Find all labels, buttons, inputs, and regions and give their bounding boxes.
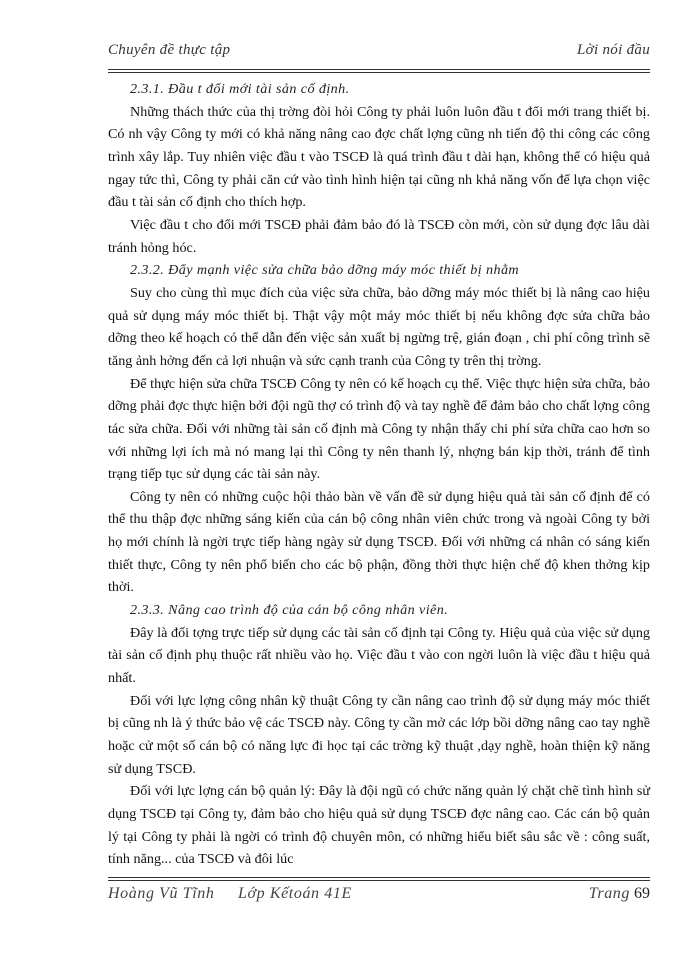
page-number: 69: [634, 885, 650, 902]
page-footer: [108, 885, 650, 909]
page-header: [108, 42, 650, 68]
header-section: Lời nói đầu: [577, 42, 650, 58]
header-divider: [108, 69, 650, 73]
body-paragraph: Những thách thức của thị trờng đòi hỏi Công ty phải luôn luôn đầu t đổi mới trang thiết bị. Có nh vậy Công ty mới có khả năng nâng cao đợc chất lợng cũng nh tiến độ thi công các công trình xây lắp. Tuy nhiên việc đầu t vào TSCĐ là quá trình đầu t dài hạn, không thể có hiệu quả ngay tức thì, Công ty phải căn cứ vào tình hình hiện tại cũng nh khả năng vốn để lựa chọn việc đầu t tài sản cố định cho thích hợp.: [108, 103, 650, 211]
section-heading: 2.3.2. Đẩy mạnh việc sửa chữa bảo dỡng máy móc thiết bị nhằm: [130, 262, 520, 279]
body-paragraph: Để thực hiện sửa chữa TSCĐ Công ty nên có kế hoạch cụ thể. Việc thực hiện sửa chữa, bảo dỡng phải đợc thực hiện bởi đội ngũ thợ có trình độ và tay nghề để đảm bảo cho chất lợng công tác sửa chữa. Đối với những tài sản cố định mà Công ty nhận thấy chi phí sửa chữa cao hơn so với những lợi ích mà nó mang lại thì Công ty nên thanh lý, nhợng bán kịp thời, tránh để tình trạng tiếp tục sử dụng các tài sản này.: [108, 375, 650, 483]
body-paragraph: Đối với lực lợng cán bộ quản lý: Đây là đội ngũ có chức năng quản lý chặt chẽ tình hình sử dụng TSCĐ tại Công ty, đảm bảo cho hiệu quả sử dụng TSCĐ đợc nâng cao. Các cán bộ quản lý tại Công ty phải là ngời có trình độ chuyên môn, có những hiểu biết sâu sắc về : công suất, tính năng... của TSCĐ và đôi lúc: [108, 783, 650, 868]
footer-divider: [108, 877, 650, 881]
body-paragraph: Suy cho cùng thì mục đích của việc sửa chữa, bảo dỡng máy móc thiết bị là nâng cao hiệu quả sử dụng máy móc thiết bị. Thật vậy một máy móc thiết bị nếu không đợc sửa chữa bảo dỡng theo kế hoạch có thể dẫn đến việc sản xuất bị ngừng trệ, gián đoạn , chi phí công trình sẽ tăng ảnh hởng đến cả lợi nhuận và sức cạnh tranh của Công ty trên thị trờng.: [108, 284, 650, 369]
author-class: Lớp Kếtoán 41E: [238, 885, 352, 902]
body-paragraph: Việc đầu t cho đổi mới TSCĐ phải đảm bảo đó là TSCĐ còn mới, còn sử dụng đợc lâu dài tránh hỏng hóc.: [108, 216, 650, 256]
document-body: [108, 78, 650, 871]
section-heading: 2.3.3. Nâng cao trình độ của cán bộ công nhân viên.: [130, 602, 449, 619]
section-heading: 2.3.1. Đầu t đổi mới tài sản cố định.: [130, 81, 350, 97]
author-name: Hoàng Vũ Tĩnh: [108, 885, 215, 902]
page-indicator: [589, 885, 650, 903]
body-paragraph: Công ty nên có những cuộc hội thảo bàn về vấn đề sử dụng hiệu quả tài sản cố định để có thể thu thập đợc những sáng kiến của cán bộ công nhân viên chức trong và ngoài Công ty bởi họ mới chính là ngời trực tiếp hàng ngày sử dụng TSCĐ. Đối với những cá nhân có sáng kiến thiết thực, Công ty nên phổ biến cho các bộ phận, đồng thời thực hiện chế độ khen thởng kịp thời.: [108, 488, 650, 596]
body-paragraph: Đây là đối tợng trực tiếp sử dụng các tài sản cố định tại Công ty. Hiệu quả của việc sử dụng tài sản cố định phụ thuộc rất nhiều vào họ. Việc đầu t vào con ngời luôn là việc đầu t hiệu quả nhất.: [108, 624, 650, 687]
header-title: Chuyên đề thực tập: [108, 42, 231, 58]
page-label: Trang: [588, 885, 630, 902]
body-paragraph: Đối với lực lợng công nhân kỹ thuật Công ty cần nâng cao trình độ sử dụng máy móc thiết bị cũng nh là ý thức bảo vệ các TSCĐ này. Công ty cần mở các lớp bồi dỡng nâng cao tay nghề hoặc cử một số cán bộ có năng lực đi học tại các trờng kỹ thuật ,dạy nghề, hoàn thiện kỹ năng sử dụng TSCĐ.: [108, 692, 650, 777]
